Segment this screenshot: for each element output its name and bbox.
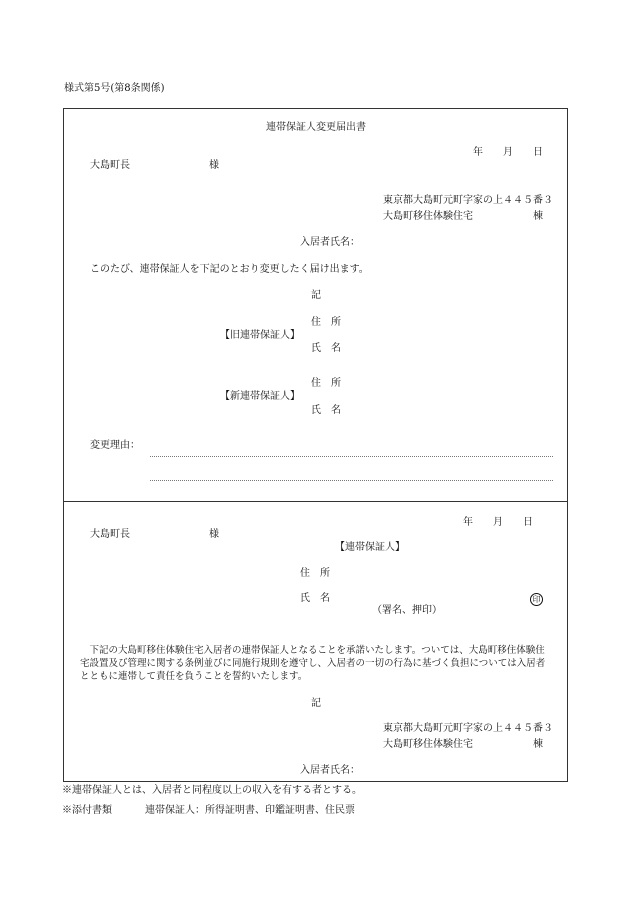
new-guarantor-address-label: 住 所 (311, 378, 341, 389)
footnote-guarantor-definition: ※連帯保証人とは、入居者と同程度以上の収入を有する者とする。 (62, 785, 362, 796)
footnote-attachments-label: ※添付書類 (62, 805, 112, 816)
consent-section (63, 501, 568, 782)
sign-note: （署名、押印） (372, 605, 442, 616)
date-day: 日 (533, 147, 543, 158)
consent-ki-heading: 記 (311, 698, 321, 709)
new-guarantor-name-label: 氏 名 (311, 405, 341, 416)
notice-text: このたび、連帯保証人を下記のとおり変更したく届け出ます。 (90, 264, 369, 275)
housing-name: 大島町移住体験住宅 (383, 211, 473, 222)
old-guarantor-name-label: 氏 名 (311, 343, 341, 354)
guarantor-address-label: 住 所 (300, 568, 330, 579)
footnote-attachments-text: 連帯保証人：所得証明書、印鑑証明書、住民票 (145, 805, 355, 816)
consent-housing-address: 東京都大島町元町字家の上４４５番３ (383, 723, 553, 734)
date-month: 月 (503, 147, 513, 158)
document-title: 連帯保証人変更届出書 (266, 122, 366, 133)
addressee: 大島町長 (90, 160, 130, 171)
guarantor-label: 【連帯保証人】 (335, 542, 405, 553)
consent-date-month: 月 (493, 517, 503, 528)
building-label: 棟 (533, 211, 543, 222)
reason-line-1[interactable] (150, 456, 553, 457)
old-guarantor-address-label: 住 所 (311, 317, 341, 328)
addressee-honorific: 様 (209, 160, 219, 171)
consent-building-label: 棟 (533, 739, 543, 750)
consent-text: 下記の大島町移住体験住宅入居者の連帯保証人となることを承諾いたします。ついては、大島町移住体験住宅設置及び管理に関する条例並びに同施行規則を遵守し、入居者の一切の行為に基づく負担については入居者とともに連帯して責任を負うことを誓約いたします。 (80, 645, 546, 682)
consent-housing-name: 大島町移住体験住宅 (383, 739, 473, 750)
seal-icon: 印 (530, 593, 543, 606)
old-guarantor-label: 【旧連帯保証人】 (220, 330, 300, 341)
consent-resident-name-label: 入居者氏名： (300, 765, 360, 776)
form-number-label: 様式第5号(第8条関係) (64, 83, 165, 94)
consent-addressee-honorific: 様 (209, 529, 219, 540)
housing-address: 東京都大島町元町字家の上４４５番３ (383, 195, 553, 206)
guarantor-name-label: 氏 名 (300, 593, 330, 604)
consent-date-year: 年 (463, 517, 473, 528)
consent-date-day: 日 (523, 517, 533, 528)
date-year: 年 (473, 147, 483, 158)
reason-label: 変更理由： (90, 440, 140, 451)
consent-addressee: 大島町長 (90, 529, 130, 540)
ki-heading: 記 (311, 290, 321, 301)
resident-name-label: 入居者氏名： (300, 237, 360, 248)
reason-line-2[interactable] (150, 480, 553, 481)
new-guarantor-label: 【新連帯保証人】 (220, 391, 300, 402)
